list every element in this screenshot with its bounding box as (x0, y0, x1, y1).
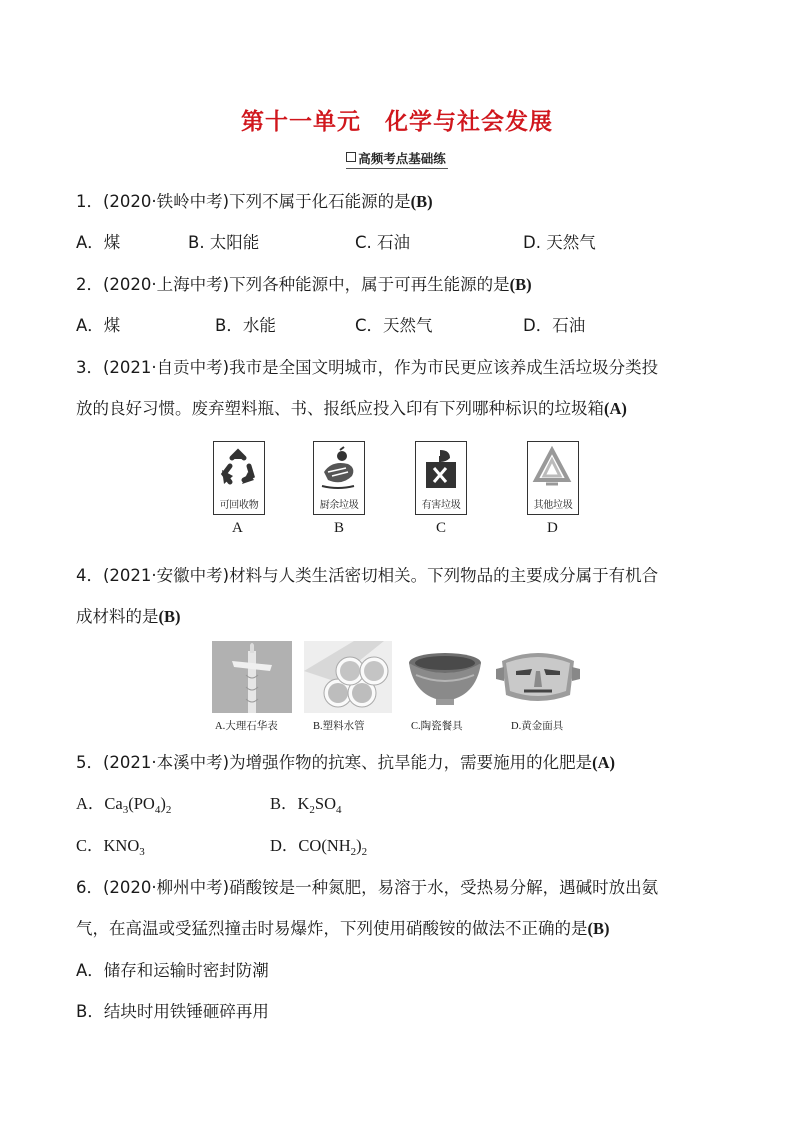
bin-caption: 有害垃圾 (421, 500, 461, 511)
q4-stem-line1: 4．(2021·安徽中考)材料与人类生活密切相关。下列物品的主要成分属于有机合 (76, 566, 659, 585)
food-waste-bin-label (313, 441, 365, 515)
photo-caption-a: A.大理石华表 (215, 721, 278, 732)
bin-letter-b: B (334, 520, 345, 536)
other-waste-icon (532, 446, 573, 494)
q6-answer: (B) (587, 919, 610, 938)
bin-letter-a: A (232, 520, 243, 536)
hazardous-bin-label (415, 441, 467, 515)
q5-option-c: C．$KNO_3$ (76, 836, 145, 858)
q2-option-d: D．石油 (523, 316, 586, 335)
q2-option-b: B．水能 (215, 316, 276, 335)
q1-option-a: A．煤 (76, 233, 121, 252)
q5-option-b: B．$K_2SO_4$ (270, 794, 342, 816)
plastic-pipes-photo (304, 641, 392, 713)
photo-caption-b: B.塑料水管 (313, 721, 365, 732)
q1-stem: 1．(2020·铁岭中考)下列不属于化石能源的是(B) (76, 192, 433, 211)
q3-stem-line1: 3．(2021·自贡中考)我市是全国文明城市，作为市民更应该养成生活垃圾分类投 (76, 358, 659, 377)
bin-letter-c: C (436, 520, 447, 536)
marble-pillar-photo (212, 641, 292, 713)
subtitle-text: 高频考点基础练 (358, 151, 446, 166)
q1-option-d: D. 天然气 (523, 233, 596, 252)
q5-option-d: D．$CO(NH_2)_2$ (270, 836, 368, 858)
q6-stem-line1: 6．(2020·柳州中考)硝酸铵是一种氮肥，易溶于水，受热易分解，遇碱时放出氨 (76, 878, 659, 897)
q1-option-b: B. 太阳能 (188, 233, 260, 252)
photo-caption-c: C.陶瓷餐具 (411, 721, 463, 732)
photo-caption-d: D.黄金面具 (511, 721, 564, 732)
recycle-icon (218, 446, 259, 494)
q2-stem: 2．(2020·上海中考)下列各种能源中，属于可再生能源的是(B) (76, 275, 532, 294)
q2-answer: (B) (509, 275, 532, 294)
bin-caption: 厨余垃圾 (319, 500, 359, 511)
q3-stem-line2: 放的良好习惯。废弃塑料瓶、书、报纸应投入印有下列哪种标识的垃圾箱(A) (76, 399, 627, 418)
bin-letter-d: D (547, 520, 558, 536)
q4-stem-line2: 成材料的是(B) (76, 607, 181, 626)
q6-stem-line2: 气，在高温或受猛烈撞击时易爆炸，下列使用硝酸铵的做法不正确的是(B) (76, 919, 610, 938)
q2-option-c: C．天然气 (355, 316, 433, 335)
other-waste-bin-label (527, 441, 579, 515)
q1-answer: (B) (410, 192, 433, 211)
food-waste-icon (318, 446, 359, 494)
recycle-bin-label (213, 441, 265, 515)
hazardous-icon (420, 446, 461, 494)
bin-caption: 其他垃圾 (533, 500, 573, 511)
q6-option-b: B．结块时用铁锤砸碎再用 (76, 1002, 269, 1021)
q6-option-a: A．储存和运输时密封防潮 (76, 961, 269, 980)
gold-mask-photo (496, 641, 580, 713)
q5-option-a: A．$Ca_3(PO_4)_2$ (76, 794, 172, 816)
q4-answer: (B) (158, 607, 181, 626)
q5-answer: (A) (592, 753, 616, 772)
q1-option-c: C. 石油 (355, 233, 411, 252)
bin-caption: 可回收物 (219, 500, 259, 511)
section-subtitle (0, 149, 794, 169)
q2-option-a: A．煤 (76, 316, 121, 335)
q5-stem: 5．(2021·本溪中考)为增强作物的抗寒、抗旱能力，需要施用的化肥是(A) (76, 753, 616, 772)
book-icon (346, 152, 356, 162)
ceramic-bowl-photo (404, 641, 486, 713)
unit-title: 第十一单元 化学与社会发展 (241, 109, 553, 135)
q3-answer: (A) (604, 399, 627, 418)
